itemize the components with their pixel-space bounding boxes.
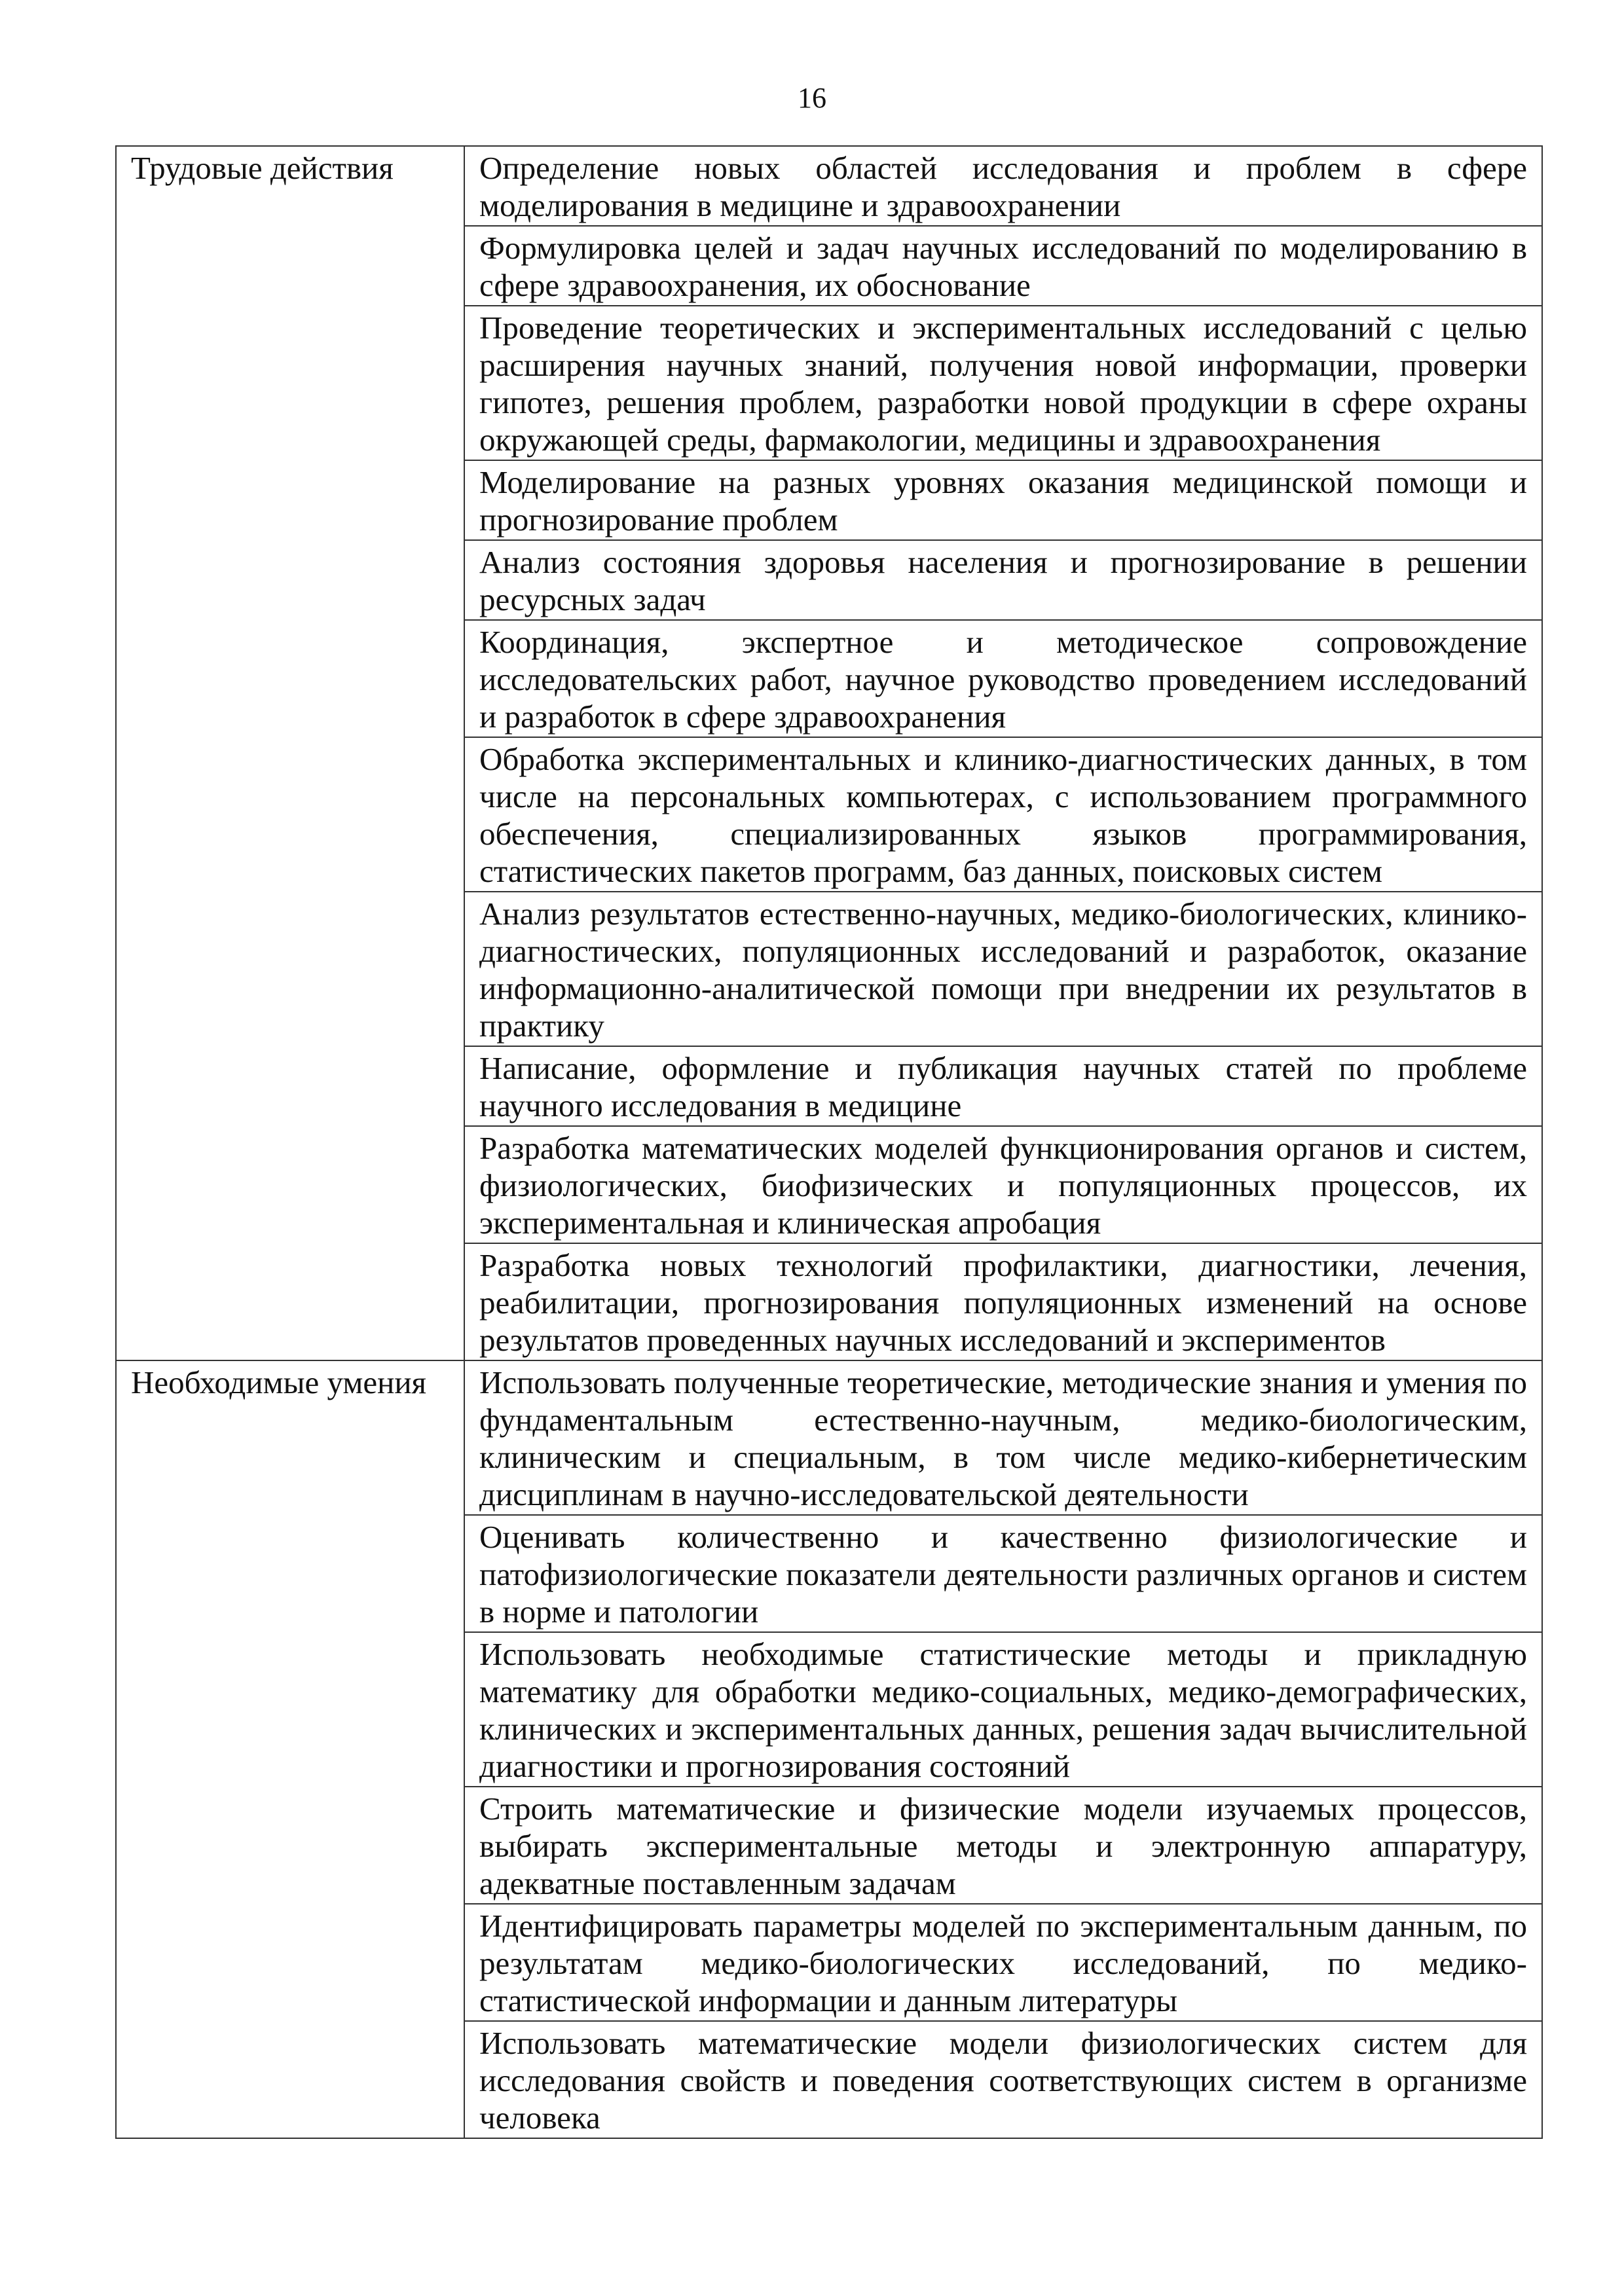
table-cell: Разработка математических моделей функционирования органов и систем, физиологических, биофизических и популяционных процессов, их экспериментальная и клиническая апробация — [464, 1126, 1542, 1243]
table-cell: Разработка новых технологий профилактики, диагностики, лечения, реабилитации, прогнозирования популяционных изменений на основе результатов проведенных научных исследований и экспериментов — [464, 1243, 1542, 1360]
competency-table — [115, 145, 1543, 2139]
table-row — [116, 146, 1542, 226]
table-cell: Использовать необходимые статистические методы и прикладную математику для обработки медико-социальных, медико-демографических, клинических и экспериментальных данных, решения задач вычислительной диагностики и прогнозирования состояний — [464, 1632, 1542, 1787]
table-cell: Моделирование на разных уровнях оказания медицинской помощи и прогнозирование проблем — [464, 460, 1542, 540]
table-cell: Анализ состояния здоровья населения и прогнозирование в решении ресурсных задач — [464, 540, 1542, 620]
table-cell: Написание, оформление и публикация научных статей по проблеме научного исследования в медицине — [464, 1046, 1542, 1126]
table-cell: Оценивать количественно и качественно физиологические и патофизиологические показатели деятельности различных органов и систем в норме и патологии — [464, 1515, 1542, 1632]
table-cell: Анализ результатов естественно-научных, медико-биологических, клинико-диагностических, популяционных исследований и разработок, оказание информационно-аналитической помощи при внедрении их результатов в практику — [464, 892, 1542, 1046]
table-cell: Координация, экспертное и методическое сопровождение исследовательских работ, научное руководство проведением исследований и разработок в сфере здравоохранения — [464, 620, 1542, 737]
section-label-labor-actions: Трудовые действия — [116, 146, 464, 1360]
table-cell: Использовать полученные теоретические, методические знания и умения по фундаментальным естественно-научным, медико-биологическим, клиническим и специальным, в том числе медико-кибернетическим дисциплинам в научно-исследовательской деятельности — [464, 1360, 1542, 1515]
page-number: 16 — [798, 82, 826, 114]
table-row — [116, 1360, 1542, 1515]
table-cell: Идентифицировать параметры моделей по экспериментальным данным, по результатам медико-биологических исследований, по медико-статистической информации и данным литературы — [464, 1904, 1542, 2021]
section-label-required-skills: Необходимые умения — [116, 1360, 464, 2138]
table-cell: Определение новых областей исследования и проблем в сфере моделирования в медицине и здравоохранении — [464, 146, 1542, 226]
table-cell: Обработка экспериментальных и клинико-диагностических данных, в том числе на персональных компьютерах, с использованием программного обеспечения, специализированных языков программирования, статистических пакетов программ, баз данных, поисковых систем — [464, 737, 1542, 892]
table-cell: Строить математические и физические модели изучаемых процессов, выбирать экспериментальные методы и электронную аппаратуру, адекватные поставленным задачам — [464, 1787, 1542, 1904]
table-cell: Проведение теоретических и экспериментальных исследований с целью расширения научных знаний, получения новой информации, проверки гипотез, решения проблем, разработки новой продукции в сфере охраны окружающей среды, фармакологии, медицины и здравоохранения — [464, 306, 1542, 460]
table-cell: Формулировка целей и задач научных исследований по моделированию в сфере здравоохранения, их обоснование — [464, 226, 1542, 306]
table-cell: Использовать математические модели физиологических систем для исследования свойств и поведения соответствующих систем в организме человека — [464, 2021, 1542, 2138]
